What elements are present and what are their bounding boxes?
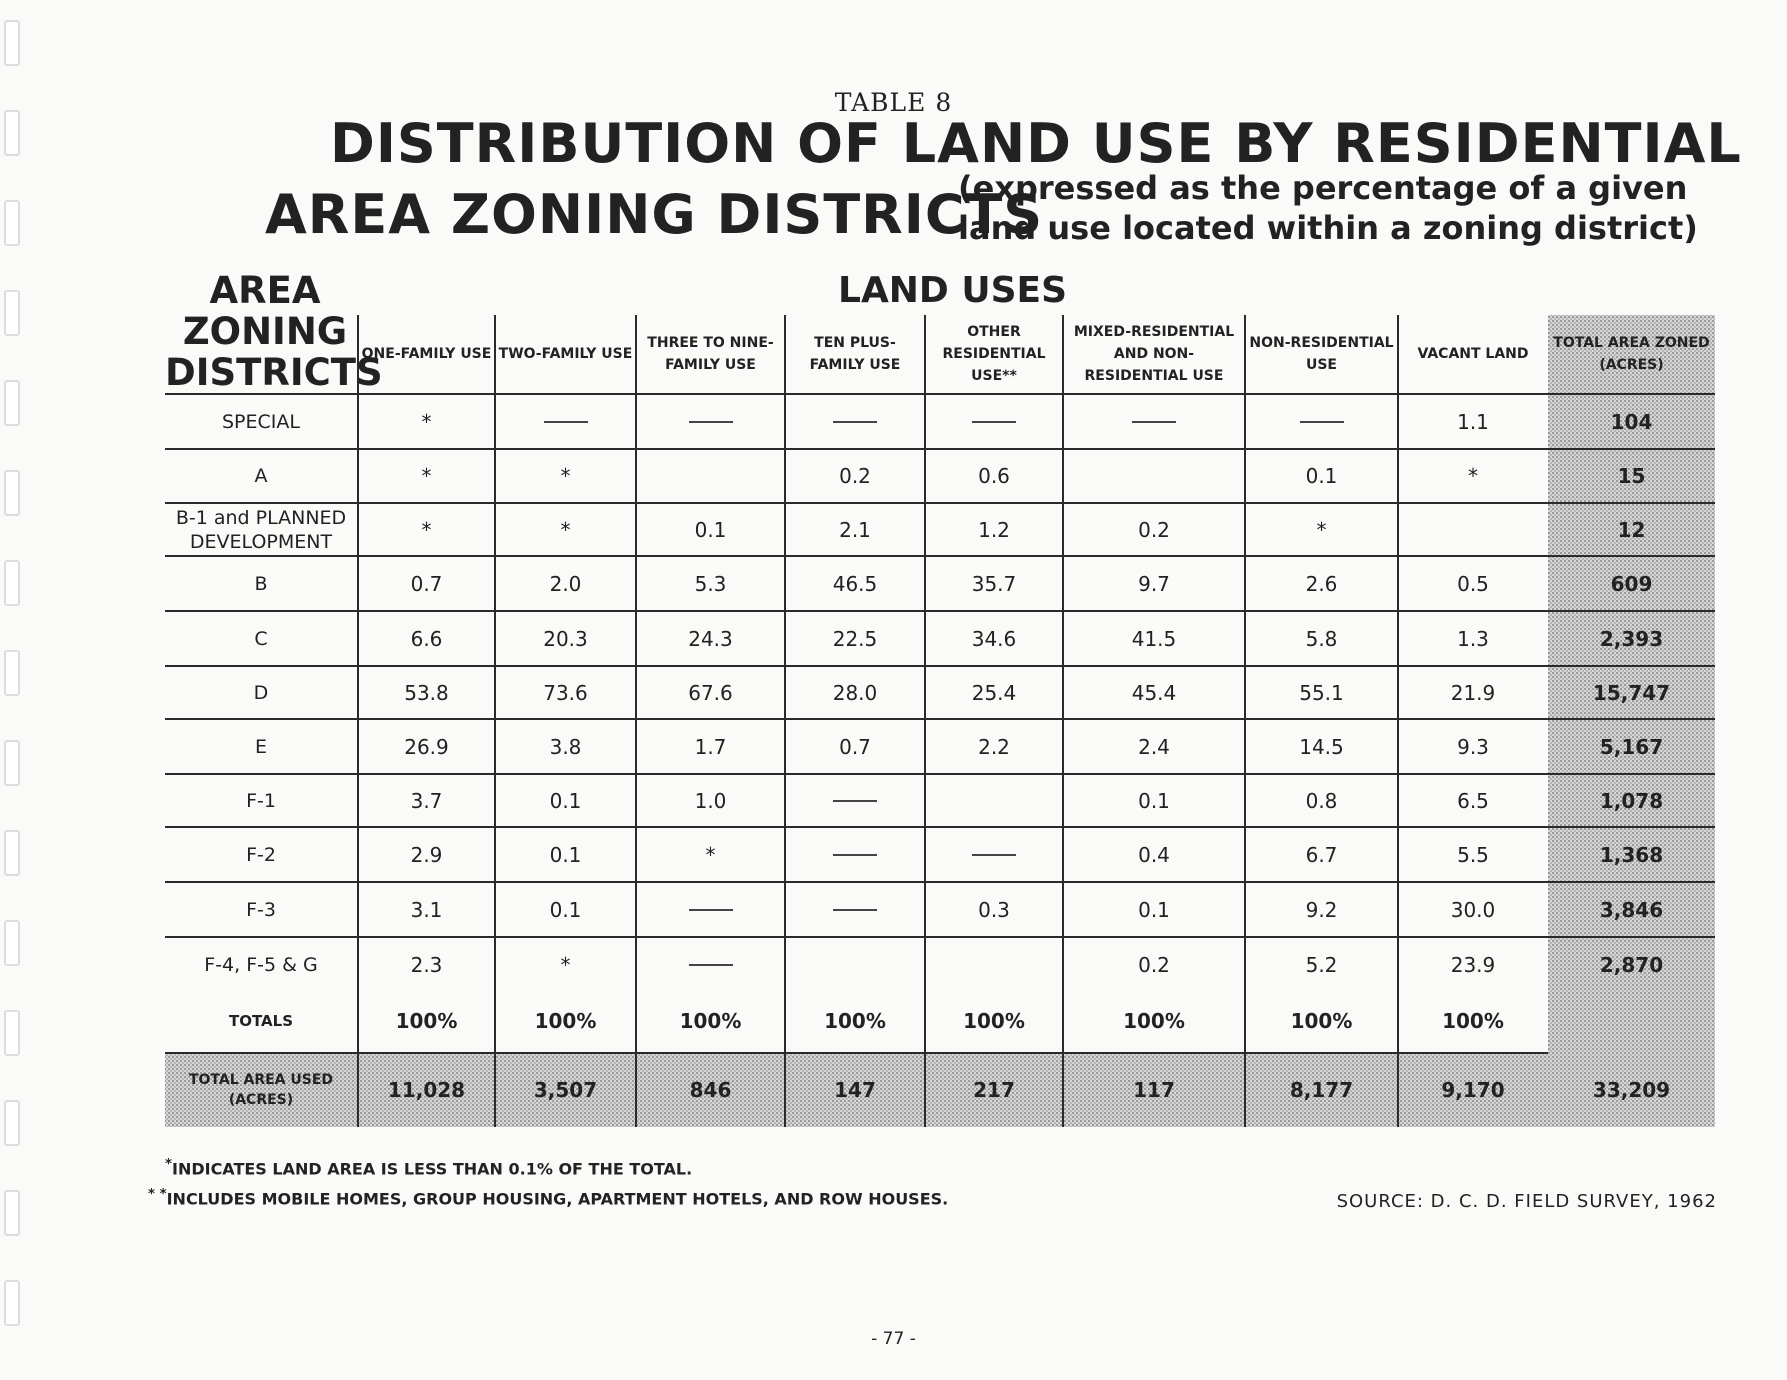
dash-mark <box>1300 421 1344 423</box>
col-header-three-to-nine: THREE TO NINE- FAMILY USE <box>647 335 774 373</box>
dash-mark <box>833 909 877 911</box>
table-cell: 1.7 <box>694 734 727 759</box>
totals-cell: 100% <box>1442 1009 1504 1033</box>
footnote-2-text: INCLUDES MOBILE HOMES, GROUP HOUSING, APARTMENT HOTELS, AND ROW HOUSES. <box>166 1189 949 1209</box>
table-cell: 0.2 <box>1138 953 1170 977</box>
total-zoned-cell: 3,846 <box>1599 897 1664 922</box>
table-cell: 0.3 <box>978 897 1010 922</box>
title-line-1: DISTRIBUTION OF LAND USE BY RESIDENTIAL <box>330 112 1742 175</box>
table-cell: 30.0 <box>1450 897 1496 922</box>
table-cell: 0.4 <box>1138 842 1170 867</box>
total-used-label: TOTAL AREA USED (ACRES) <box>188 1072 334 1108</box>
table-cell: 6.7 <box>1305 842 1338 867</box>
dash-mark <box>972 854 1016 856</box>
table-cell: * <box>1316 517 1327 542</box>
table-cell: 9.2 <box>1305 897 1338 922</box>
table-cell <box>785 882 925 937</box>
totals-cell: 100% <box>963 1009 1025 1033</box>
table-cell: 20.3 <box>543 626 588 651</box>
table-cell: 2.3 <box>410 953 443 977</box>
row-label: F-4, F-5 & G <box>204 954 318 976</box>
table-cell: 34.6 <box>971 626 1017 651</box>
total-zoned-cell: 609 <box>1610 571 1653 596</box>
row-label: A <box>254 465 268 487</box>
dash-mark <box>689 421 733 423</box>
table-cell: 0.8 <box>1305 788 1338 813</box>
table-cell: 5.3 <box>694 571 727 596</box>
table-cell: 46.5 <box>832 571 878 596</box>
table-cell: 0.7 <box>839 734 871 759</box>
table-cell: * <box>560 517 571 542</box>
table-cell <box>1245 394 1398 449</box>
total-used-cell: 846 <box>689 1078 732 1102</box>
totals-cell: 100% <box>824 1009 886 1033</box>
table-cell: 3.7 <box>410 788 443 813</box>
footnote-1-text: INDICATES LAND AREA IS LESS THAN 0.1% OF THE TOTAL. <box>171 1159 693 1179</box>
dash-mark <box>689 964 733 966</box>
table-cell: 0.1 <box>1138 788 1170 813</box>
table-cell: 2.9 <box>410 842 443 867</box>
table-cell <box>785 827 925 882</box>
grand-total-cell: 33,209 <box>1592 1078 1671 1102</box>
table-cell: 1.1 <box>1457 409 1489 434</box>
table-cell <box>785 937 925 993</box>
total-used-cell: 8,177 <box>1289 1078 1354 1102</box>
table-cell: 22.5 <box>832 626 878 651</box>
total-used-cell: 117 <box>1133 1078 1175 1102</box>
subtitle-line-2: land use located within a zoning district) <box>958 209 1698 247</box>
total-zoned-cell: 2,870 <box>1599 953 1664 977</box>
totals-cell: 100% <box>395 1009 458 1033</box>
table-cell: 9.7 <box>1138 571 1170 596</box>
table-cell: 5.5 <box>1457 842 1489 867</box>
col-header-other-residential: OTHER RESIDENTIAL USE** <box>942 324 1046 384</box>
table-cell: 45.4 <box>1131 680 1177 705</box>
table-cell: 6.5 <box>1457 788 1489 813</box>
table-cell: 55.1 <box>1299 680 1344 705</box>
total-zoned-cell: 12 <box>1617 517 1646 542</box>
table-cell: 2.0 <box>549 571 582 596</box>
col-header-vacant: VACANT LAND <box>1417 346 1529 362</box>
land-uses-header: LAND USES <box>838 270 1068 311</box>
table-cell <box>636 937 785 993</box>
dash-mark <box>833 854 877 856</box>
table-cell <box>925 774 1063 827</box>
table-cell: * <box>560 953 571 977</box>
table-cell: 0.2 <box>839 464 871 488</box>
col-header-mixed: MIXED-RESIDENTIAL AND NON-RESIDENTIAL USE <box>1073 324 1235 384</box>
table-cell: 1.3 <box>1457 626 1489 651</box>
table-cell <box>636 394 785 449</box>
table-cell: 0.1 <box>549 842 582 867</box>
table-cell <box>1398 503 1548 556</box>
table-cell: 67.6 <box>688 680 733 705</box>
table-cell: 26.9 <box>404 734 449 759</box>
footnote-2-mark: * * <box>148 1187 167 1202</box>
table-cell: 2.2 <box>978 734 1010 759</box>
total-used-cell: 11,028 <box>387 1078 466 1102</box>
row-label: C <box>254 627 268 650</box>
table-cell: 6.6 <box>410 626 443 651</box>
table-cell: 9.3 <box>1457 734 1489 759</box>
table-cell: 25.4 <box>971 680 1017 705</box>
table-cell: 1.2 <box>978 517 1010 542</box>
table-cell: 5.2 <box>1305 953 1338 977</box>
footnote-1-mark: * <box>165 1157 172 1172</box>
col-header-non-residential: NON-RESIDENTIAL USE <box>1249 335 1394 373</box>
col-header-ten-plus: TEN PLUS- FAMILY USE <box>809 335 901 373</box>
table-cell: 2.1 <box>839 517 871 542</box>
table-cell <box>636 882 785 937</box>
row-label: B-1 and PLANNED DEVELOPMENT <box>175 506 347 553</box>
table-cell <box>785 774 925 827</box>
table-cell: 73.6 <box>543 680 588 705</box>
dash-mark <box>833 421 877 423</box>
title-line-2: AREA ZONING DISTRICTS <box>265 183 1044 246</box>
row-label: F-2 <box>246 843 276 866</box>
table-cell: 35.7 <box>971 571 1017 596</box>
row-label: F-1 <box>246 789 276 812</box>
total-zoned-cell: 1,078 <box>1599 788 1664 813</box>
table-cell <box>785 394 925 449</box>
table-cell <box>1063 449 1245 503</box>
table-cell: 53.8 <box>404 680 449 705</box>
table-cell: 0.7 <box>410 571 443 596</box>
row-label: E <box>254 735 267 758</box>
row-label: SPECIAL <box>222 410 300 433</box>
row-label: B <box>254 572 268 595</box>
table-cell: * <box>705 842 716 867</box>
row-label: F-3 <box>246 898 276 921</box>
table-cell: 28.0 <box>832 680 878 705</box>
table-cell: 2.6 <box>1305 571 1338 596</box>
source-note: SOURCE: D. C. D. FIELD SURVEY, 1962 <box>1336 1191 1717 1212</box>
table-cell: 0.5 <box>1457 571 1489 596</box>
total-zoned-cell: 2,393 <box>1599 626 1664 651</box>
table-cell <box>925 394 1063 449</box>
totals-cell: 100% <box>679 1009 742 1033</box>
total-zoned-cell: 15,747 <box>1592 680 1671 705</box>
row-header: AREA ZONING DISTRICTS <box>165 269 383 394</box>
table-cell: 23.9 <box>1450 953 1496 977</box>
total-used-cell: 9,170 <box>1441 1078 1505 1102</box>
table-cell: 0.1 <box>1138 897 1170 922</box>
dash-mark <box>833 800 877 802</box>
total-used-cell: 147 <box>834 1078 876 1102</box>
table-cell <box>1063 394 1245 449</box>
table-cell: * <box>560 464 571 488</box>
table-cell: 41.5 <box>1131 626 1177 651</box>
totals-label: TOTALS <box>228 1012 294 1030</box>
table-cell: 14.5 <box>1299 734 1344 759</box>
table-cell: * <box>421 464 432 488</box>
dash-mark <box>689 909 733 911</box>
col-header-one-family: ONE-FAMILY USE <box>361 346 492 362</box>
totals-cell: 100% <box>534 1009 597 1033</box>
table-cell: 0.1 <box>1305 464 1338 488</box>
table-cell: 0.1 <box>549 788 582 813</box>
table-cell: 0.6 <box>978 464 1010 488</box>
totals-cell: 100% <box>1123 1009 1185 1033</box>
table-cell: 2.4 <box>1138 734 1170 759</box>
footnote-2 <box>148 1187 948 1208</box>
total-zoned-cell: 1,368 <box>1599 842 1664 867</box>
row-label: D <box>253 681 269 704</box>
table-cell: 24.3 <box>688 626 733 651</box>
table-cell: 0.1 <box>694 517 727 542</box>
total-used-cell: 3,507 <box>533 1078 598 1102</box>
table-cell: 3.1 <box>410 897 443 922</box>
page-number: - 77 - <box>871 1329 916 1349</box>
table-label: TABLE 8 <box>834 88 953 117</box>
table-cell: 0.1 <box>549 897 582 922</box>
table-cell <box>925 827 1063 882</box>
table-cell: * <box>421 409 432 434</box>
total-zoned-cell: 5,167 <box>1599 734 1664 759</box>
table-cell: * <box>421 517 432 542</box>
table-cell <box>495 394 636 449</box>
total-zoned-cell: 15 <box>1617 464 1646 488</box>
table-cell: 1.0 <box>694 788 727 813</box>
subtitle-line-1: (expressed as the percentage of a given <box>958 169 1688 207</box>
col-header-two-family: TWO-FAMILY USE <box>498 346 633 362</box>
col-header-total-zoned: TOTAL AREA ZONED (ACRES) <box>1553 335 1710 373</box>
table-cell: 0.2 <box>1138 517 1170 542</box>
totals-cell: 100% <box>1290 1009 1353 1033</box>
dash-mark <box>544 421 588 423</box>
total-used-cell: 217 <box>973 1078 1015 1102</box>
table-cell: * <box>1468 464 1478 488</box>
table-cell: 5.8 <box>1305 626 1338 651</box>
table-cell: 3.8 <box>549 734 582 759</box>
total-zoned-cell: 104 <box>1610 409 1653 434</box>
table-cell <box>925 937 1063 993</box>
dash-mark <box>972 421 1016 423</box>
table-cell: 21.9 <box>1450 680 1496 705</box>
footnote-1 <box>165 1157 692 1178</box>
dash-mark <box>1132 421 1176 423</box>
table-cell <box>636 449 785 503</box>
